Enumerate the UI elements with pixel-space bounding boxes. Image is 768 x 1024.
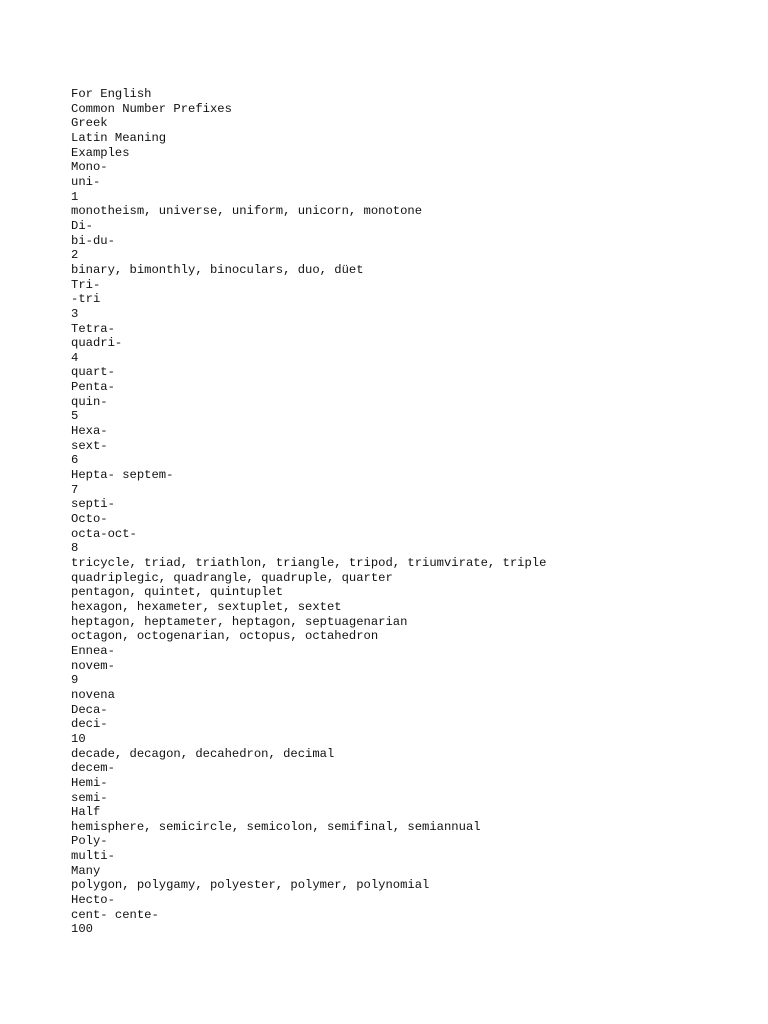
text-line: septi- — [71, 497, 115, 512]
text-line: 1 — [71, 189, 79, 204]
text-line: quadriplegic, quadrangle, quadruple, quarter — [71, 570, 393, 585]
text-line: quart- — [71, 365, 115, 380]
text-line: deci- — [71, 717, 108, 732]
text-line: octa-oct- — [71, 526, 137, 541]
text-line: uni- — [71, 174, 101, 189]
text-line: monotheism, universe, uniform, unicorn, monotone — [71, 204, 423, 219]
text-line: hexagon, hexameter, sextuplet, sextet — [71, 599, 342, 614]
text-line: Di- — [71, 218, 93, 233]
column-header-greek: Greek — [71, 116, 108, 131]
text-line: quin- — [71, 394, 108, 409]
text-line: 10 — [71, 731, 86, 746]
text-line: Octo- — [71, 512, 108, 527]
text-line: sext- — [71, 438, 108, 453]
text-line: novem- — [71, 658, 115, 673]
text-line: Hepta- septem- — [71, 468, 174, 483]
text-line: cent- cente- — [71, 907, 159, 922]
text-line: 2 — [71, 248, 79, 263]
text-line: 5 — [71, 409, 79, 424]
text-line: Mono- — [71, 160, 108, 175]
text-line: 9 — [71, 673, 79, 688]
document-title: Common Number Prefixes — [71, 101, 232, 116]
text-line: novena — [71, 687, 115, 702]
text-line: multi- — [71, 849, 115, 864]
text-line: Tri- — [71, 277, 101, 292]
text-line: decem- — [71, 761, 115, 776]
text-line: octagon, octogenarian, octopus, octahedron — [71, 629, 379, 644]
text-line: pentagon, quintet, quintuplet — [71, 585, 284, 600]
text-line: semi- — [71, 790, 108, 805]
text-line: Poly- — [71, 834, 108, 849]
text-line: Penta- — [71, 380, 115, 395]
text-line: quadri- — [71, 336, 123, 351]
text-line: Ennea- — [71, 643, 115, 658]
text-line: polygon, polygamy, polyester, polymer, polynomial — [71, 878, 430, 893]
text-line: bi-du- — [71, 233, 115, 248]
text-line: -tri — [71, 292, 101, 307]
text-line: Tetra- — [71, 321, 115, 336]
text-line: tricycle, triad, triathlon, triangle, tripod, triumvirate, triple — [71, 556, 547, 570]
text-line: Many — [71, 863, 101, 878]
document-page — [71, 87, 751, 937]
text-line: 8 — [71, 541, 79, 556]
text-line: hemisphere, semicircle, semicolon, semifinal, semiannual — [71, 819, 481, 834]
text-line: heptagon, heptameter, heptagon, septuagenarian — [71, 614, 408, 629]
column-header-examples: Examples — [71, 145, 130, 160]
text-line: decade, decagon, decahedron, decimal — [71, 746, 335, 761]
text-line: 3 — [71, 306, 79, 321]
text-line: Hemi- — [71, 775, 108, 790]
text-line: 6 — [71, 453, 79, 468]
text-line: 100 — [71, 922, 93, 937]
text-line: 7 — [71, 482, 79, 497]
text-line: For English — [71, 87, 152, 101]
text-line: Deca- — [71, 702, 108, 717]
column-header-latin-meaning: Latin Meaning — [71, 130, 167, 145]
text-line: binary, bimonthly, binoculars, duo, düet — [71, 262, 364, 277]
text-line: 4 — [71, 350, 79, 365]
text-line: Hecto- — [71, 893, 115, 908]
text-line: Hexa- — [71, 424, 108, 439]
text-line: Half — [71, 805, 101, 820]
